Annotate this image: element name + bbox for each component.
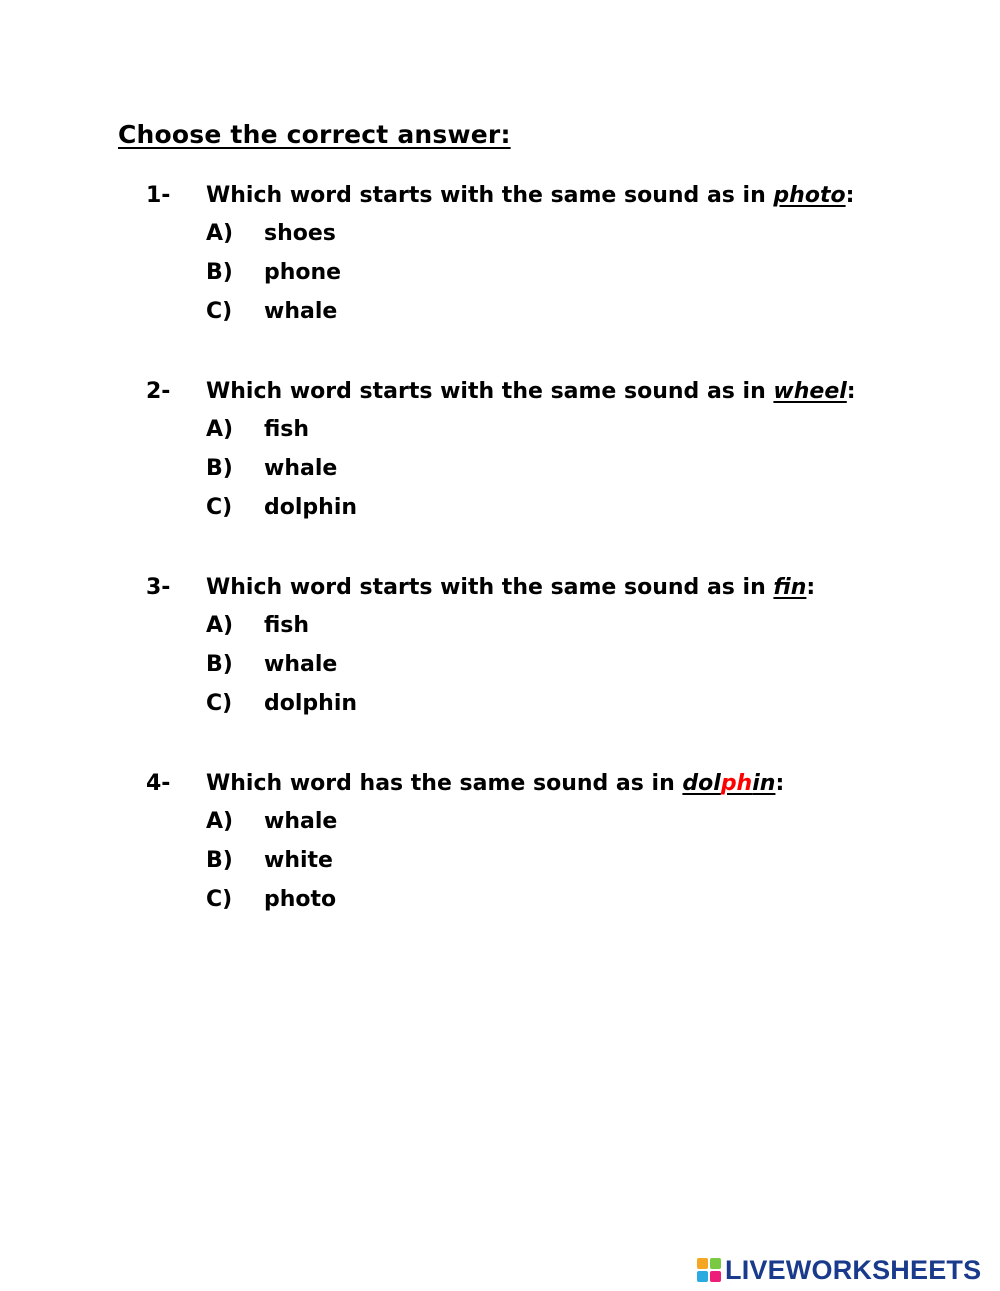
question-keyword [773,379,846,404]
question-suffix: : [846,379,856,404]
option-word: whale [264,809,338,834]
question-text [206,768,784,800]
option-letter: A) [206,809,234,834]
question-suffix: : [775,771,785,796]
question-suffix: : [806,575,816,600]
keyword-part: dol [682,771,721,796]
option-word: fish [264,417,310,442]
question-text [206,572,815,604]
option-letter: B) [206,848,233,873]
option-word: whale [264,652,338,677]
option-word: white [264,848,333,873]
question-prompt: Which word starts with the same sound as in [206,183,774,208]
option-letter: C) [206,691,233,716]
option-word: whale [264,456,338,481]
option-word: fish [264,613,310,638]
logo-cube [710,1271,721,1282]
option-letter: C) [206,299,233,324]
option-word: shoes [264,221,336,246]
question-text [206,180,854,212]
option-letter: B) [206,456,233,481]
option-letter: A) [206,221,234,246]
question-text [206,376,856,408]
question-number: 4- [146,771,171,796]
question-prompt: Which word starts with the same sound as in [206,379,774,404]
question-keyword [773,183,845,208]
option-letter: B) [206,652,233,677]
option-word: dolphin [264,495,358,520]
keyword-part: photo [773,183,846,208]
question-prompt: Which word starts with the same sound as in [206,575,774,600]
option-word: phone [264,260,342,285]
keyword-part: wheel [773,379,847,404]
logo-cubes-icon [697,1258,721,1282]
question-keyword [773,575,806,600]
worksheet-heading: Choose the correct answer: [118,120,511,149]
logo-cube [697,1271,708,1282]
option-word: photo [264,887,337,912]
question-number: 2- [146,379,171,404]
option-letter: B) [206,260,233,285]
liveworksheets-logo [697,1252,981,1288]
option-letter: C) [206,887,233,912]
brand-name: LIVEWORKSHEETS [725,1254,982,1285]
option-word: whale [264,299,338,324]
keyword-highlight: ph [720,771,753,796]
question-suffix: : [845,183,855,208]
question-number: 1- [146,183,171,208]
logo-cube [697,1258,708,1269]
logo-cube [710,1258,721,1269]
option-letter: C) [206,495,233,520]
question-prompt: Which word has the same sound as in [206,771,683,796]
keyword-part: fin [773,575,807,600]
option-word: dolphin [264,691,358,716]
question-number: 3- [146,575,171,600]
option-letter: A) [206,613,234,638]
question-keyword [682,771,775,796]
option-letter: A) [206,417,234,442]
keyword-part: in [752,771,776,796]
